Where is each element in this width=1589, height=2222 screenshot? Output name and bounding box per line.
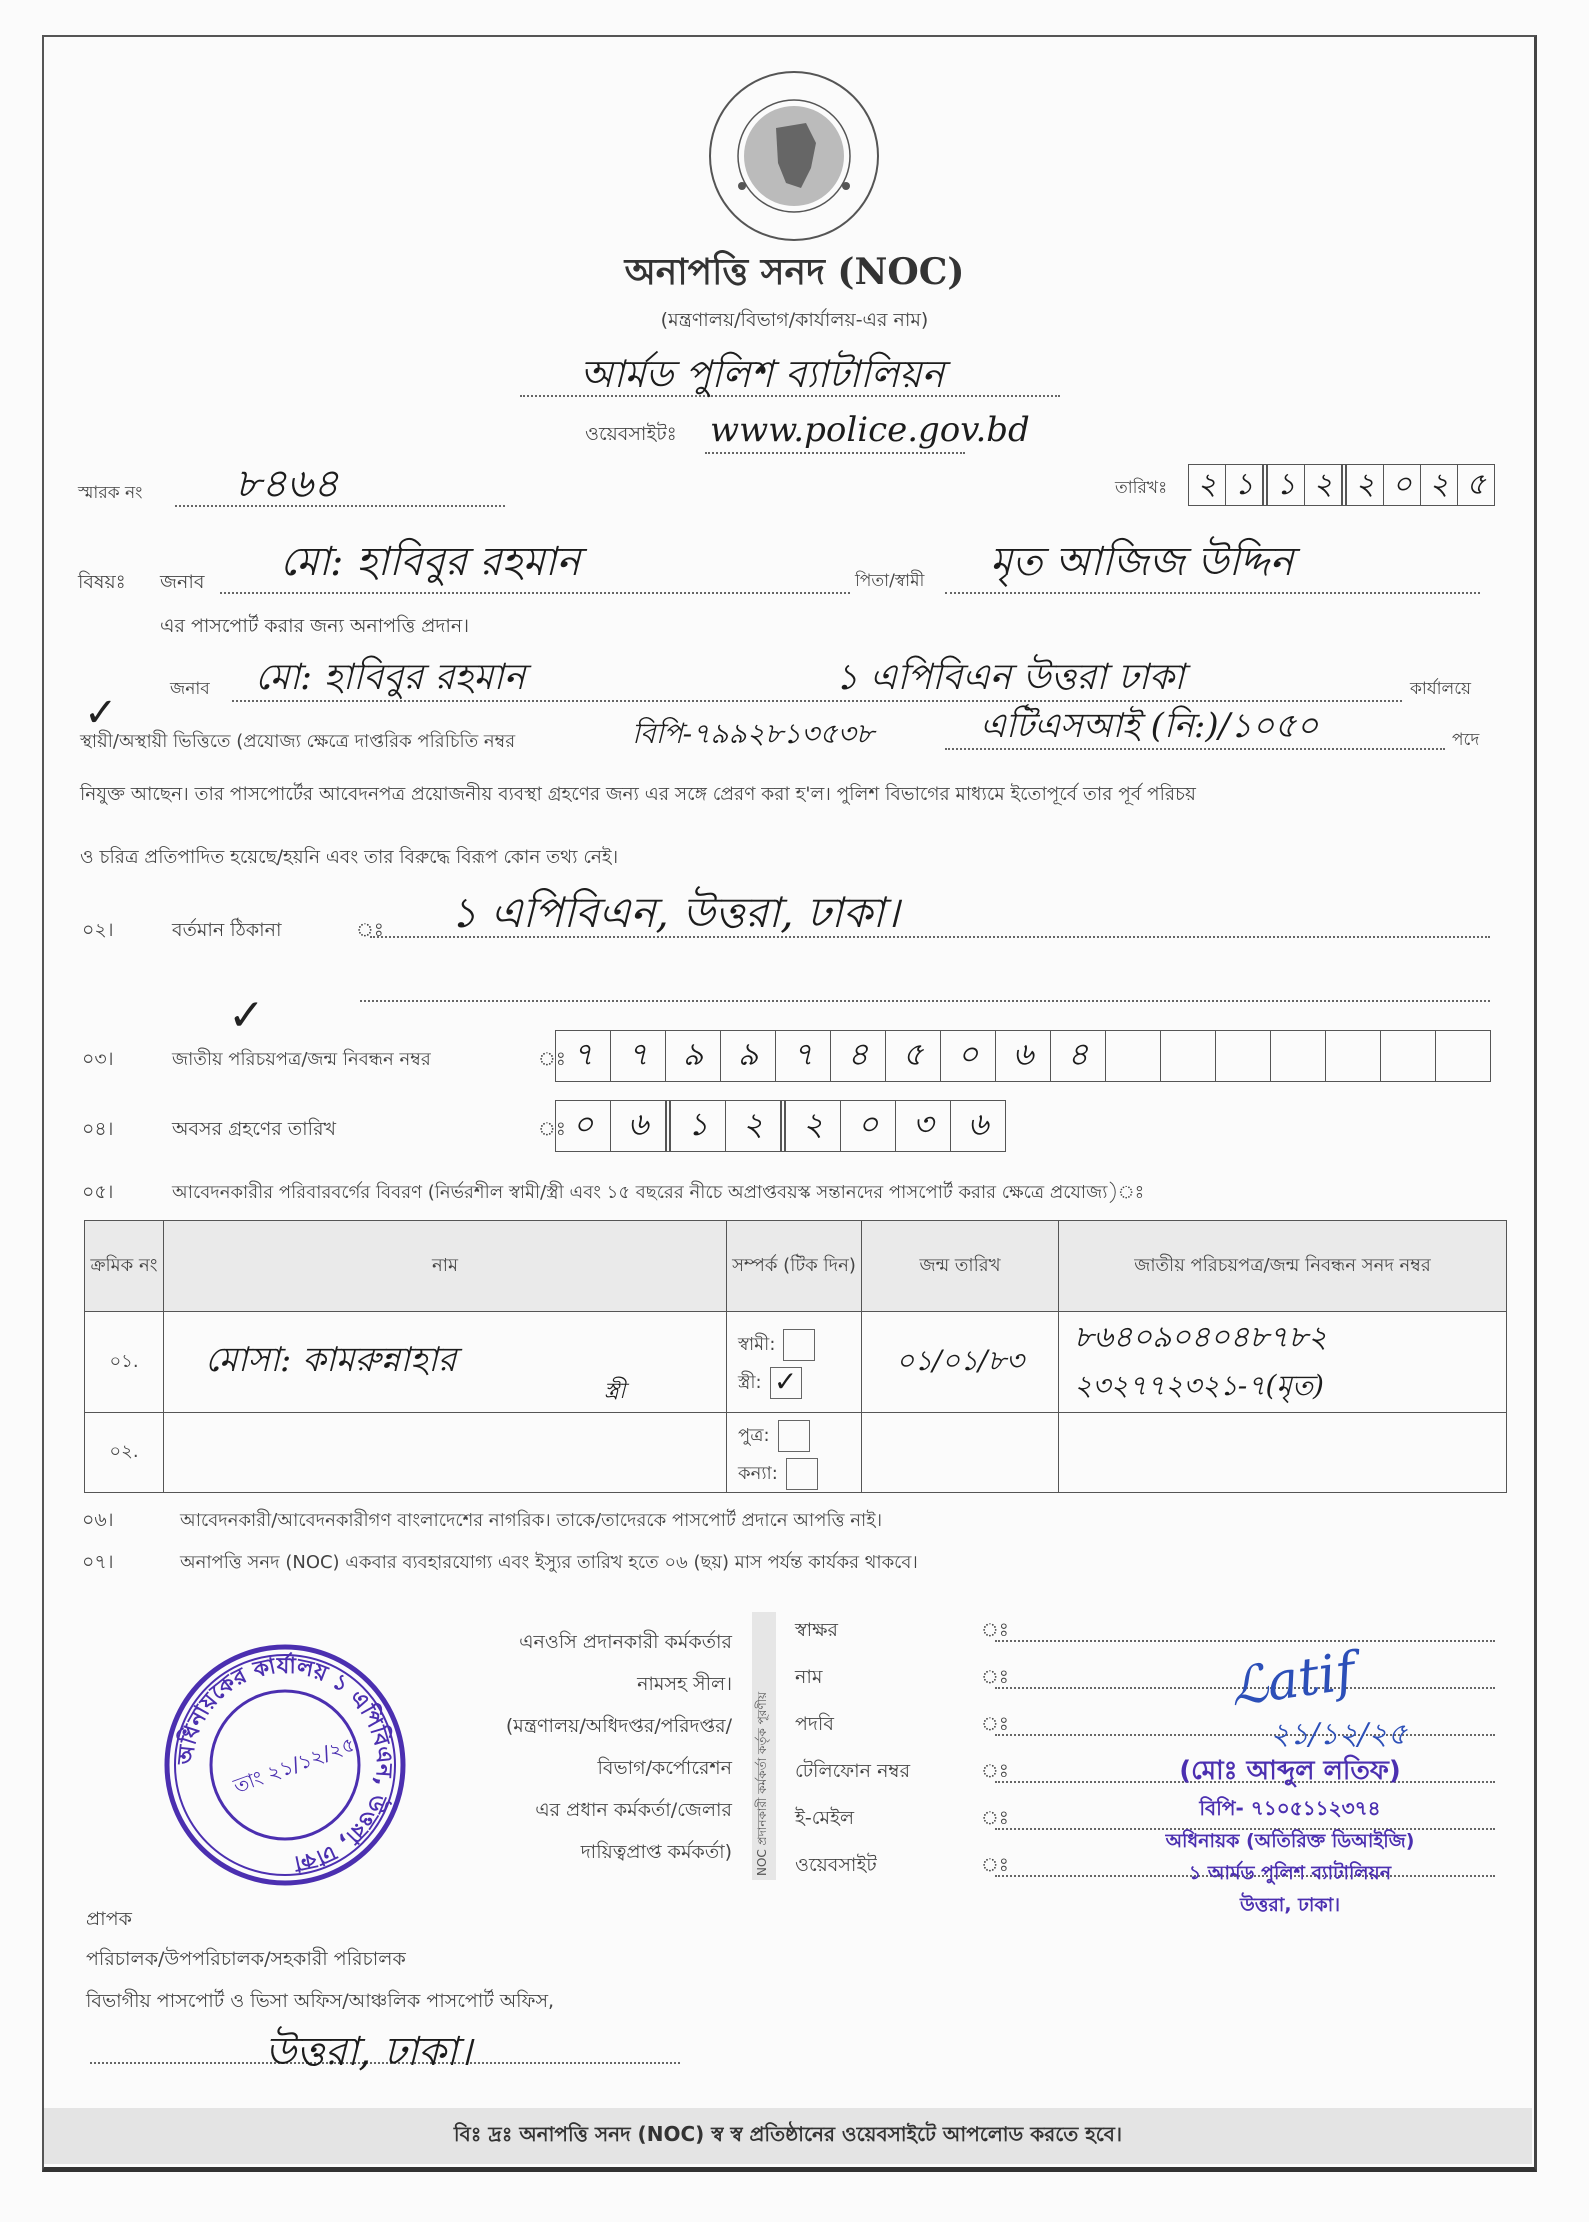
row-dob [862, 1413, 1059, 1493]
note-7-number: ০৭। [82, 1551, 114, 1573]
relation-checkbox[interactable] [778, 1420, 810, 1452]
office-suffix: কার্যালয়ে [1410, 679, 1472, 699]
digit-box: ৫ [1466, 466, 1486, 502]
memo-label: স্মারক নং [78, 483, 143, 503]
recipient-location: উত্তরা, ঢাকা। [265, 2029, 472, 2075]
digit-box: ০ [841, 1101, 896, 1151]
retirement-date-boxes [555, 1100, 1006, 1152]
checkmark-icon: ✓ [228, 990, 265, 1041]
signatory-label: (মন্ত্রণালয়/অধিদপ্তর/পরিদপ্তর/ [505, 1715, 732, 1737]
recipient-label: প্রাপক [86, 1908, 132, 1930]
retirement-colon: ঃ [538, 1118, 566, 1140]
digit-box: ১ [1268, 465, 1305, 505]
note-6: আবেদনকারী/আবেদনকারীগণ বাংলাদেশের নাগরিক। তাকে/তাদেরকে পাসপোর্ট প্রদানে আপত্তি নাই। [180, 1510, 883, 1531]
address-line-2 [360, 1000, 1490, 1002]
government-emblem [706, 68, 882, 244]
website-line [705, 452, 965, 454]
digit-box: ২ [1305, 465, 1347, 505]
body-paragraph-1: নিযুক্ত আছেন। তার পাসপোর্টের আবেদনপত্র প্রয়োজনীয় ব্যবস্থা গ্রহণের জন্য এর সঙ্গে প্রেরণ করা হ'ল। পুলিশ বিভাগের মাধ্যমে ইতোপূর্বে তার পূর্ব পরিচয় [80, 784, 1196, 805]
row-name-cell [164, 1312, 727, 1413]
digit-box: ৬ [996, 1031, 1051, 1081]
subject-name: মো: হাবিবুর রহমান [280, 539, 581, 585]
field-colon: ঃ [981, 1619, 1009, 1641]
nid-colon: ঃ [538, 1048, 566, 1070]
post-suffix: পদে [1452, 730, 1480, 750]
digit-box: ৬ [611, 1101, 671, 1151]
relation-label: স্বামী: [738, 1334, 776, 1355]
vertical-label: NOC প্রদানকারী কর্মকর্তা কর্তৃক পূরণীয় [752, 1612, 776, 1880]
field-colon: ঃ [981, 1854, 1009, 1876]
field-colon: ঃ [981, 1666, 1009, 1688]
digit-box: ০ [1384, 465, 1421, 505]
digit-box: ৬ [967, 1105, 989, 1143]
digit-box: ৭ [556, 1031, 611, 1081]
row-name: মোসা: কামরুন্নাহার [205, 1339, 457, 1380]
memo-line [175, 505, 505, 507]
website-value: www.police.gov.bd [710, 410, 1030, 450]
stamp-line: (মোঃ আব্দুল লতিফ) [1179, 1756, 1401, 1786]
recipient-line-1: পরিচালক/উপপরিচালক/সহকারী পরিচালক [86, 1948, 406, 1970]
address-value: ১ এপিবিএন, উত্তরা, ঢাকা। [450, 888, 900, 937]
header-relation: সম্পর্ক (টিক দিন) [727, 1221, 862, 1312]
stamp-line: ১ আর্মড পুলিশ ব্যাটালিয়ন [1188, 1862, 1392, 1884]
digit-box: ২ [786, 1101, 841, 1151]
row-serial: ০২. [85, 1413, 164, 1493]
digit-box: ২ [726, 1101, 786, 1151]
digit-box: ৪ [831, 1031, 886, 1081]
digit-box: ০ [556, 1101, 611, 1151]
footer-note: বিঃ দ্রঃ অনাপত্তি সনদ (NOC) স্ব স্ব প্রতিষ্ঠানের ওয়েবসাইটে আপলোড করতে হবে। [453, 2121, 1123, 2146]
website-label: ওয়েবসাইটঃ [585, 423, 677, 445]
table-header-row [85, 1221, 1507, 1312]
header-nid: জাতীয় পরিচয়পত্র/জন্ম নিবন্ধন সনদ নম্বর [1059, 1221, 1507, 1312]
field-label: স্বাক্ষর [795, 1619, 838, 1641]
digit-box: ৫ [886, 1031, 941, 1081]
digit-box: ৪ [1051, 1031, 1106, 1081]
subject-janab: জনাব [160, 571, 205, 593]
digit-box [1106, 1031, 1161, 1081]
relation-label: স্ত্রী: [738, 1372, 762, 1393]
row-dob: ০১/০১/৮৩ [896, 1343, 1024, 1377]
address-number: ০২। [82, 919, 114, 941]
digit-box [1271, 1031, 1326, 1081]
date-label: তারিখঃ [1115, 478, 1168, 498]
signatory-label: এনওসি প্রদানকারী কর্মকর্তার [519, 1631, 732, 1653]
stamp-line: অধিনায়ক (অতিরিক্ত ডিআইজি) [1165, 1830, 1415, 1852]
header-serial: ক্রমিক নং [85, 1221, 164, 1312]
field-label: ওয়েবসাইট [795, 1854, 877, 1876]
relation-checkbox[interactable] [783, 1329, 815, 1361]
header-dob: জন্ম তারিখ [862, 1221, 1059, 1312]
office-name-value: আর্মড পুলিশ ব্যাটালিয়ন [580, 352, 945, 396]
row-nid [1059, 1413, 1507, 1493]
field-colon: ঃ [981, 1713, 1009, 1735]
checkmark-icon: ✓ [84, 690, 118, 736]
relation-checkbox[interactable] [786, 1458, 818, 1490]
note-7: অনাপত্তি সনদ (NOC) একবার ব্যবহারযোগ্য এবং ইস্যুর তারিখ হতে ০৬ (ছয়) মাস পর্যন্ত কার্যকর থাকবে। [180, 1552, 918, 1573]
body-janab: জনাব [170, 679, 210, 699]
digit-box [1436, 1031, 1490, 1081]
field-line [995, 1640, 1495, 1642]
row-name-note: স্ত্রী [604, 1379, 626, 1404]
date-boxes [1188, 464, 1495, 506]
row-nid-cell [1059, 1312, 1507, 1413]
digit-box: ১ [1226, 465, 1268, 505]
digit-box [1161, 1031, 1216, 1081]
relation-checkbox-checked[interactable]: ✓ [770, 1367, 802, 1399]
family-number: ০৫। [82, 1181, 114, 1203]
document-subtitle: (মন্ত্রণালয়/বিভাগ/কার্যালয়-এর নাম) [660, 309, 929, 331]
footer-band [44, 2108, 1532, 2164]
row-nid-2: ২৩২৭৭২৩২১-৭(মৃত) [1074, 1369, 1324, 1402]
address-colon: ঃ [356, 919, 384, 941]
signatory-label: নামসহ সীল। [637, 1673, 732, 1695]
retirement-label: অবসর গ্রহণের তারিখ [172, 1118, 337, 1140]
nid-boxes [555, 1030, 1491, 1082]
field-label: ই-মেইল [795, 1807, 855, 1829]
post-value: এটিএসআই (নি:)/১০৫০ [980, 706, 1319, 746]
relation-label: পুত্র: [738, 1424, 770, 1446]
signature: ℒatif [1226, 1641, 1359, 1719]
row-name [164, 1413, 727, 1493]
field-label: নাম [795, 1666, 823, 1688]
digit-box [1381, 1031, 1436, 1081]
row-nid: ৮৬৪০৯০৪০৪৮৭৮২ [1074, 1320, 1328, 1355]
row-relation-cell [727, 1413, 862, 1493]
body-paragraph-2: ও চরিত্র প্রতিপাদিত হয়েছে/হয়নি এবং তার বিরুদ্ধে বিরূপ কোন তথ্য নেই। [80, 847, 619, 868]
digit-box [1326, 1031, 1381, 1081]
row-relation-cell [727, 1312, 862, 1413]
digit-box [1216, 1031, 1271, 1081]
body-office: ১ এপিবিএন উত্তরা ঢাকা [835, 657, 1185, 698]
field-label: পদবি [795, 1713, 834, 1735]
digit-box: ০ [941, 1031, 996, 1081]
digit-box: ২ [1189, 465, 1226, 505]
digit-box: ৯ [721, 1031, 776, 1081]
row-dob-cell [862, 1312, 1059, 1413]
digit-box: ৭ [611, 1031, 666, 1081]
seal-text: অধিনায়কের কার্যালয় ১ এপিবিএন, উত্তরা, ঢাকা [173, 1653, 397, 1876]
nid-label: জাতীয় পরিচয়পত্র/জন্ম নিবন্ধন নম্বর [172, 1049, 431, 1070]
field-line [995, 1734, 1495, 1736]
header-name: নাম [164, 1221, 727, 1312]
signatory-label: বিভাগ/কর্পোরেশন [597, 1757, 732, 1779]
signatory-left-labels [400, 1628, 732, 1880]
field-colon: ঃ [981, 1807, 1009, 1829]
official-id: বিপি-৭৯৯২৮১৩৫৩৮ [632, 717, 874, 750]
field-colon: ঃ [981, 1760, 1009, 1782]
subject-label: বিষয়ঃ [78, 571, 126, 593]
basis-text: স্থায়ী/অস্থায়ী ভিত্তিতে (প্রযোজ্য ক্ষেত্রে দাপ্তরিক পরিচিতি নম্বর [80, 731, 516, 752]
family-table [84, 1220, 1507, 1493]
table-row [85, 1312, 1507, 1413]
signatory-label: এর প্রধান কর্মকর্তা/জেলার [535, 1799, 732, 1821]
signatory-field [795, 1612, 1500, 1659]
digit-box: ২ [1421, 465, 1458, 505]
subject-line2: এর পাসপোর্ট করার জন্য অনাপত্তি প্রদান। [160, 615, 470, 637]
body-name: মো: হাবিবুর রহমান [255, 657, 526, 698]
signature-date: ২১/১২/২৫ [1270, 1717, 1408, 1752]
digit-box: ১ [671, 1101, 726, 1151]
row-serial: ০১. [85, 1312, 164, 1413]
officer-stamp [1080, 1750, 1500, 1923]
relation-label: কন্যা: [738, 1462, 778, 1484]
field-label: টেলিফোন নম্বর [795, 1760, 911, 1782]
document-title: অনাপত্তি সনদ (NOC) [624, 251, 965, 293]
family-label: আবেদনকারীর পরিবারবর্গের বিবরণ (নির্ভরশীল স্বামী/স্ত্রী এবং ১৫ বছরের নীচে অপ্রাপ্তবয়স্ক সন্তানদের পাসপোর্ট করার ক্ষেত্রে প্রযোজ্য)ঃ [172, 1182, 1145, 1203]
office-seal [160, 1640, 410, 1890]
memo-value: ৮৪৬৪ [235, 461, 339, 507]
signatory-field [795, 1659, 1500, 1706]
digit-box: ৩ [896, 1101, 951, 1151]
nid-number: ০৩। [82, 1048, 114, 1070]
stamp-line: বিপি- ৭১০৫১১২৩৭৪ [1199, 1796, 1381, 1820]
signatory-label: দায়িত্বপ্রাপ্ত কর্মকর্তা) [580, 1841, 732, 1863]
digit-box: ২ [1347, 465, 1384, 505]
digit-box: ৭ [776, 1031, 831, 1081]
digit-box: ৯ [666, 1031, 721, 1081]
recipient-line-2: বিভাগীয় পাসপোর্ট ও ভিসা অফিস/আঞ্চলিক পাসপোর্ট অফিস, [86, 1990, 555, 2012]
stamp-line: উত্তরা, ঢাকা। [1239, 1894, 1341, 1916]
father-label: পিতা/স্বামী [855, 571, 925, 591]
retirement-number: ০৪। [82, 1118, 114, 1140]
address-label: বর্তমান ঠিকানা [172, 919, 282, 941]
father-value: মৃত আজিজ উদ্দিন [990, 539, 1294, 585]
table-row [85, 1413, 1507, 1493]
seal-date: তাং ২১/১২/২৫ [230, 1731, 358, 1798]
note-6-number: ০৬। [82, 1509, 114, 1531]
